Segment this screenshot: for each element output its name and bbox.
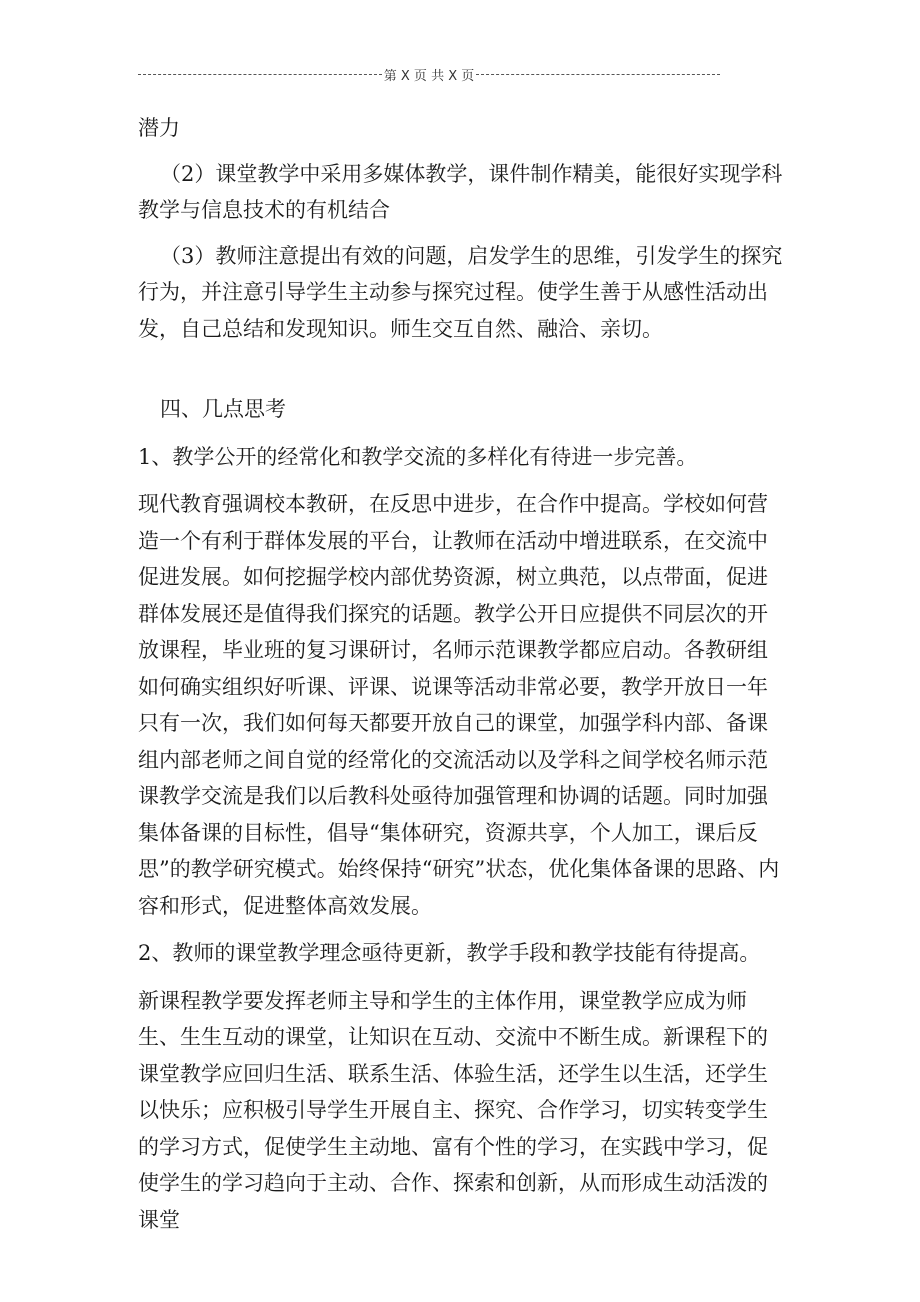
paragraph-body-1: 现代教育强调校本教研，在反思中进步，在合作中提高。学校如何营造一个有利于群体发展的平台，让教师在活动中增进联系，在交流中促进发展。如何挖掘学校内部优势资源，树立典范，以点带面，促进群体发展还是值得我们探究的话题。教学公开日应提供不同层次的开放课程，毕业班的复习课研讨，名师示范课教学都应启动。各教研组如何确实组织好听课、评课、说课等活动非常必要，教学开放日一年只有一次，我们如何每天都要开放自己的课堂，加强学科内部、备课组内部老师之间自觉的经常化的交流活动以及学科之间学校名师示范课教学交流是我们以后教科处亟待加强管理和协调的话题。同时加强集体备课的目标性，倡导“集体研究，资源共享，个人加工，课后反思”的教学研究模式。始终保持“研究”状态，优化集体备课的思路、内容和形式，促进整体高效发展。 [138,492,780,918]
paragraph-continuation: 潜力 [138,116,180,140]
paragraph-body-2: 新课程教学要发挥老师主导和学生的主体作用，课堂教学应成为师生、生生互动的课堂，让知识在互动、交流中不断生成。新课程下的课堂教学应回归生活、联系生活、体验生活，还学生以生活，还学生以快乐；应积极引导学生开展自主、探究、合作学习，切实转变学生的学习方式，促使学生主动地、富有个性的学习，在实践中学习，促使学生的学习趋向于主动、合作、探索和创新，从而形成生动活泼的课堂 [138,988,768,1232]
page-header [138,64,720,84]
document-body [138,110,788,1238]
section-heading: 四、几点思考 [160,397,286,421]
subheading-1: 1、教学公开的经常化和教学交流的多样化有待进一步完善。 [138,444,698,469]
header-dashed-rule-left [138,74,382,75]
header-dashed-rule-right [476,74,720,75]
subheading-2: 2、教师的课堂教学理念亟待更新，教学手段和教学技能有待提高。 [138,941,761,965]
header-page-label: 第 X 页 共 X 页 [383,68,475,84]
paragraph-point-3: （3）教师注意提出有效的问题，启发学生的思维，引发学生的探究行为，并注意引导学生主动参与探究过程。使学生善于从感性活动出发，自己总结和发现知识。师生交互自然、融洽、亲切。 [138,243,783,341]
paragraph-point-2: （2）课堂教学中采用多媒体教学，课件制作精美，能很好实现学科教学与信息技术的有机结合 [138,161,783,222]
